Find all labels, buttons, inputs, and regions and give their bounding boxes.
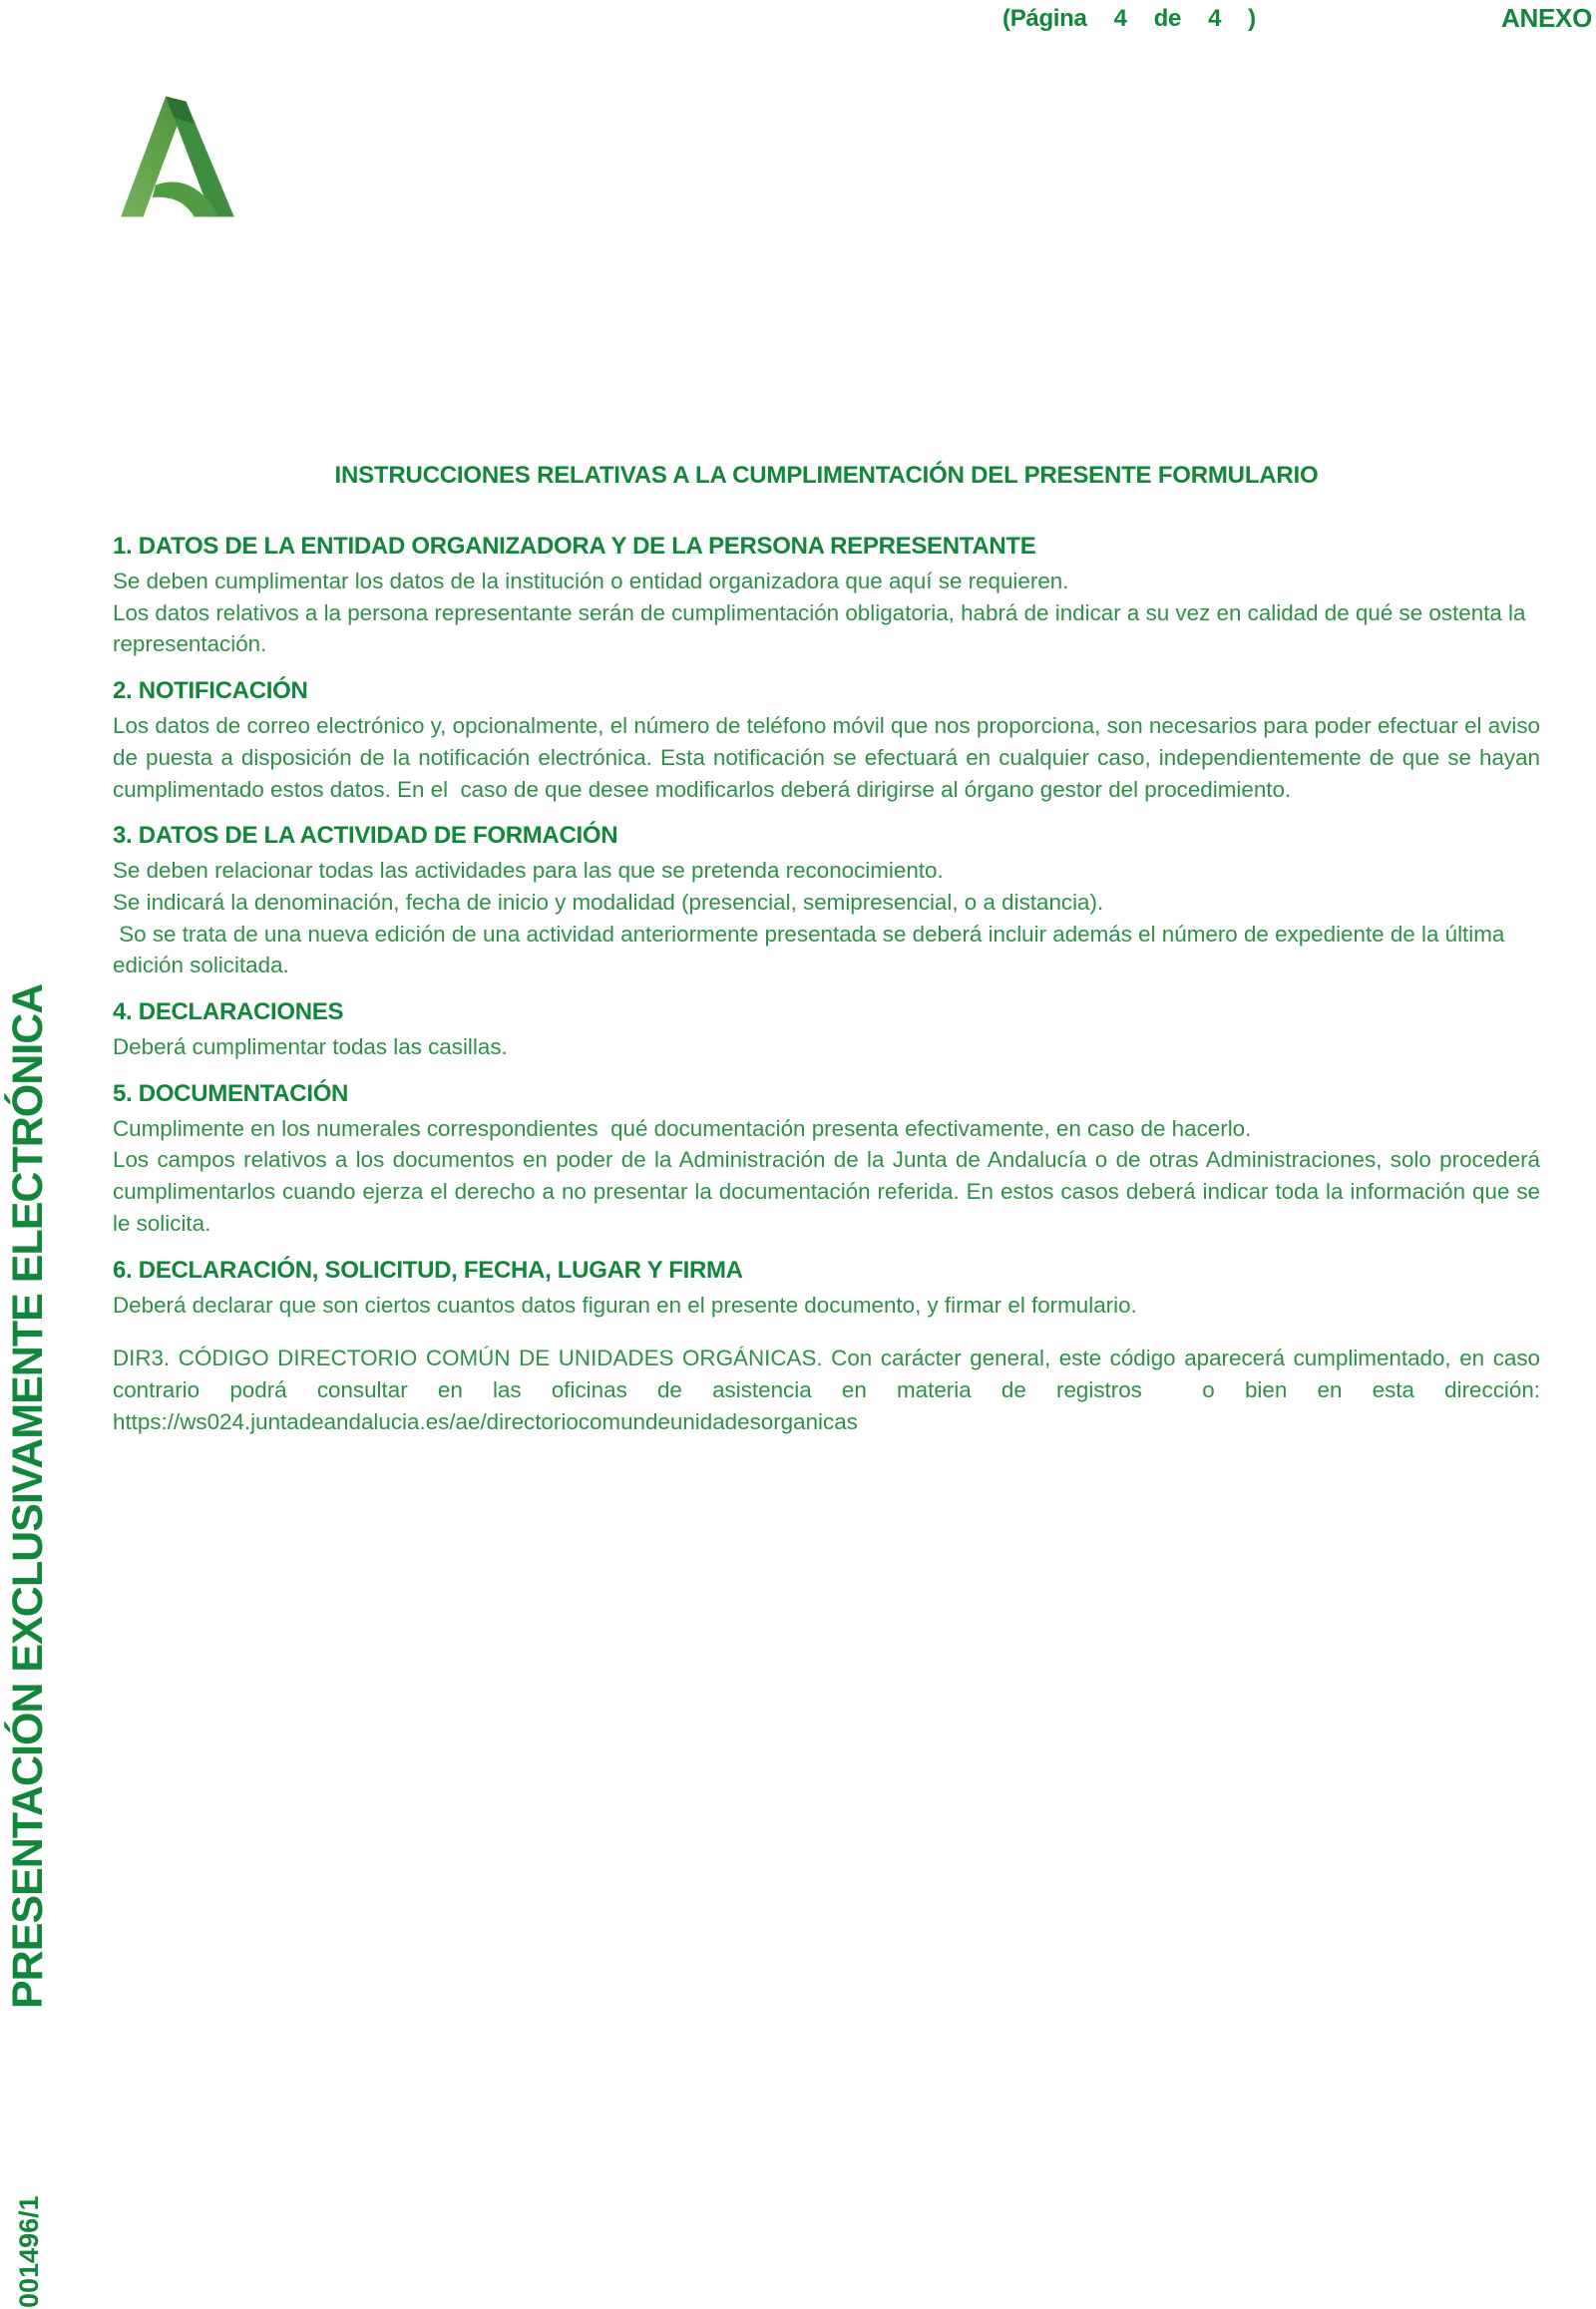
- section-6-declaracion-firma: [113, 1255, 1540, 1322]
- section-1-heading: 1. DATOS DE LA ENTIDAD ORGANIZADORA Y DE LA PERSONA REPRESENTANTE: [113, 533, 1036, 560]
- section-2-paragraph-1: Los datos de correo electrónico y, opcionalmente, el número de teléfono móvil que nos proporciona, son necesarios para poder efectuar el aviso de puesta a disposición de la notificación electrónica. Esta notificación se efectuará en cualquier caso, independientemente de que se hayan cumplimentado estos datos. En el caso de que desee modificarlos deberá dirigirse al órgano gestor del procedimiento.: [113, 713, 1547, 802]
- section-5-paragraph-2: Los campos relativos a los documentos en poder de la Administración de la Junta de Andalucía o de otras Administraciones, solo procederá cumplimentarlos cuando ejerza el derecho a no presentar la documentación referida. En estos casos deberá indicar toda la información que se le solicita.: [113, 1147, 1547, 1236]
- section-5-documentacion: [113, 1078, 1547, 1240]
- section-1-paragraph-1: Se deben cumplimentar los datos de la institución o entidad organizadora que aquí se requieren.: [113, 569, 1069, 593]
- section-5-paragraph-1: Cumplimente en los numerales correspondientes qué documentación presenta efectivamente, en caso de hacerlo.: [113, 1115, 1252, 1141]
- section-3-heading: 3. DATOS DE LA ACTIVIDAD DE FORMACIÓN: [113, 822, 618, 850]
- section-2-notificacion: [113, 675, 1547, 805]
- page-label-separator: de: [1153, 5, 1182, 32]
- instructions-content: [113, 460, 1553, 1437]
- electronic-submission-vertical-label: PRESENTACIÓN EXCLUSIVAMENTE ELECTRÓNICA: [4, 983, 52, 2009]
- section-1-entidad-organizadora: [113, 531, 1540, 660]
- page-label-prefix: (Página: [1002, 5, 1087, 32]
- section-3-paragraph-3: So se trata de una nueva edición de una actividad anteriormente presentada se deberá incluir además el número de expediente de la última edición solicitada.: [113, 921, 1511, 978]
- section-3-paragraph-1: Se deben relacionar todas las actividades para las que se pretenda reconocimiento.: [113, 858, 944, 884]
- junta-de-andalucia-logo-icon: [119, 96, 246, 217]
- section-3-paragraph-2: Se indicará la denominación, fecha de inicio y modalidad (presencial, semipresencial, o a distancia).: [113, 889, 1104, 915]
- annex-label: ANEXO: [1501, 3, 1592, 33]
- page-number-label: [1002, 5, 1256, 33]
- section-4-declaraciones: [113, 996, 1540, 1063]
- document-title: INSTRUCCIONES RELATIVAS A LA CUMPLIMENTACIÓN DEL PRESENTE FORMULARIO: [334, 462, 1319, 489]
- page-current-number: 4: [1113, 5, 1127, 32]
- section-2-heading: 2. NOTIFICACIÓN: [113, 677, 308, 705]
- section-6-paragraph-1: Deberá declarar que son ciertos cuantos datos figuran en el presente documento, y firmar el formulario.: [113, 1292, 1137, 1318]
- section-6-heading: 6. DECLARACIÓN, SOLICITUD, FECHA, LUGAR Y FIRMA: [113, 1256, 743, 1284]
- section-1-paragraph-2: Los datos relativos a la persona representante serán de cumplimentación obligatoria, habrá de indicar a su vez en calidad de qué se ostenta la representación.: [113, 599, 1532, 657]
- section-4-heading: 4. DECLARACIONES: [113, 998, 344, 1026]
- section-3-actividad-formacion: [113, 820, 1540, 981]
- page-label-suffix: ): [1248, 5, 1256, 32]
- page-total-number: 4: [1208, 5, 1222, 32]
- dir3-note: DIR3. CÓDIGO DIRECTORIO COMÚN DE UNIDADES ORGÁNICAS. Con carácter general, este código aparecerá cumplimentado, en caso contrario podrá consultar en las oficinas de asistencia en materia de registros o bien en esta dirección: https://ws024.juntadeandalucia.es/ae/directoriocomundeunidadesorganicas: [113, 1346, 1553, 1434]
- section-4-paragraph-1: Deberá cumplimentar todas las casillas.: [113, 1034, 508, 1060]
- form-code-label: 001496/1: [14, 2195, 44, 2308]
- section-5-heading: 5. DOCUMENTACIÓN: [113, 1079, 349, 1107]
